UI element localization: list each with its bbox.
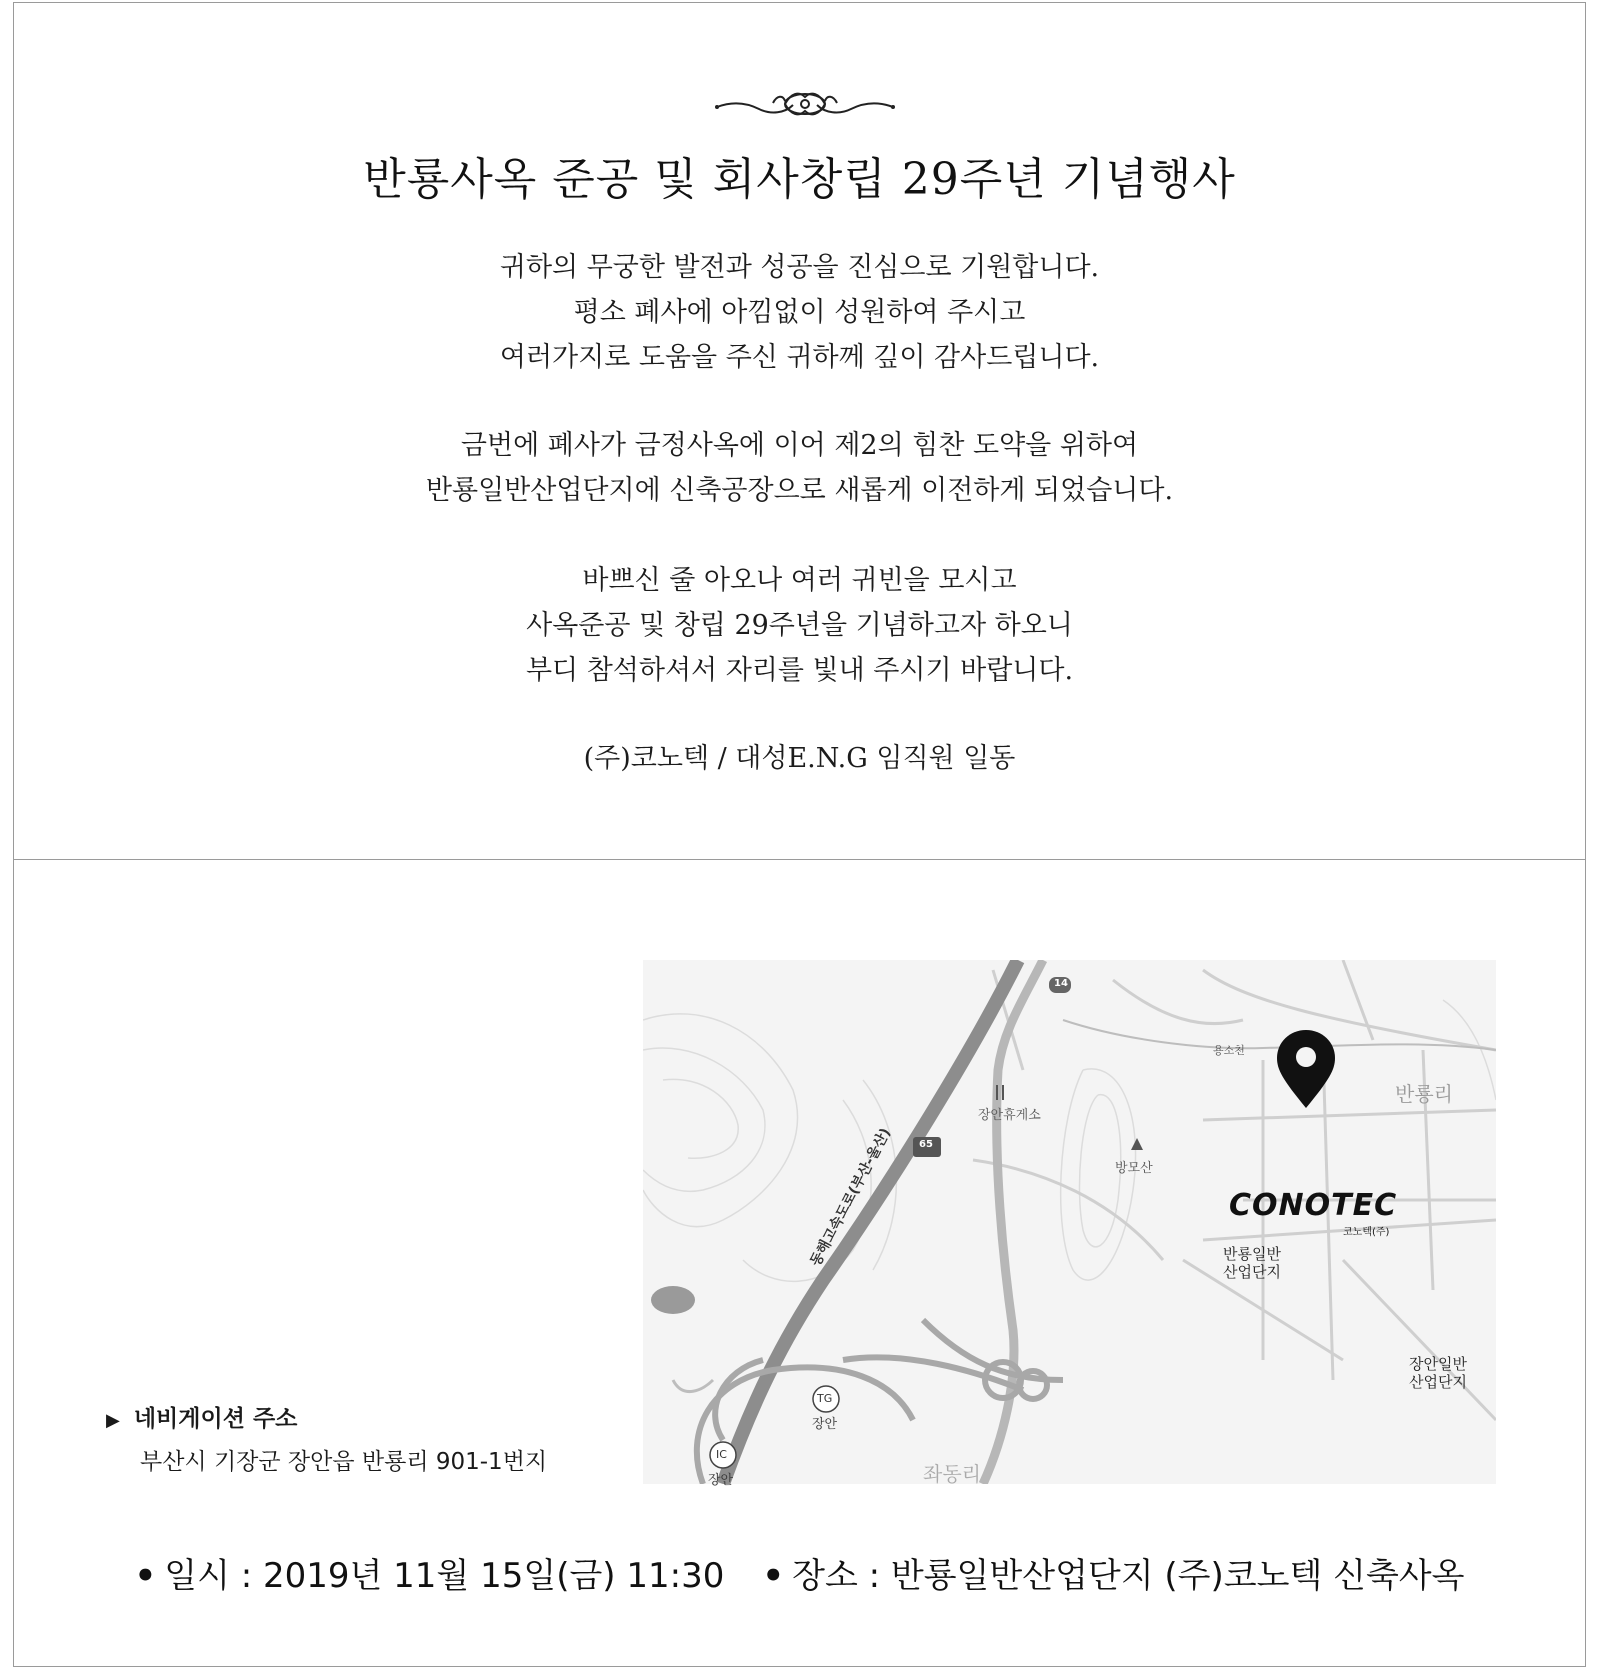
expressway-road xyxy=(723,960,1018,1484)
rest-area-label: 장안휴게소 xyxy=(978,1108,1041,1123)
greeting-line: 여러가지로 도움을 주신 귀하께 깊이 감사드립니다. xyxy=(499,342,1100,373)
ic-name-label: 장안 xyxy=(708,1473,734,1488)
invitation-line: 사옥준공 및 창립 29주년을 기념하고자 하오니 xyxy=(526,610,1073,641)
relocation-line: 금번에 폐사가 금정사옥에 이어 제2의 힘찬 도약을 위하여 xyxy=(460,430,1139,461)
ic-label: IC xyxy=(716,1448,727,1461)
navigation-info xyxy=(106,1400,547,1476)
signature: (주)코노텍 / 대성E.N.G 임직원 일동 xyxy=(583,743,1016,774)
invitation-line: 부디 참석하셔서 자리를 빛내 주시기 바랍니다. xyxy=(525,655,1074,686)
location-card xyxy=(13,859,1586,1667)
event-info xyxy=(14,1548,1585,1597)
conotec-logo: CONOTEC xyxy=(1229,1188,1398,1223)
event-date: 일시 : 2019년 11월 15일(금) 11:30 xyxy=(164,1556,725,1596)
tg-name-label: 장안 xyxy=(812,1417,838,1432)
greeting-line: 평소 폐사에 아낌없이 성원하여 주시고 xyxy=(573,297,1026,328)
industrial-complex-label-3: 장안일반 xyxy=(1409,1355,1467,1373)
expressway-label: 동해고속도로(부산-울산) xyxy=(807,1125,895,1269)
mountain-label: 방모산 xyxy=(1115,1161,1153,1176)
location-map xyxy=(643,960,1496,1488)
tg-label: TG xyxy=(817,1392,833,1405)
relocation-paragraph xyxy=(14,423,1585,513)
invitation-line: 바쁘신 줄 아오나 여러 귀빈을 모시고 xyxy=(582,565,1017,596)
bullet-icon: • xyxy=(762,1556,785,1596)
jwadong-label: 좌동리 xyxy=(923,1462,981,1486)
stream-label: 용소천 xyxy=(1213,1044,1245,1057)
industrial-complex-label-4: 산업단지 xyxy=(1409,1373,1467,1391)
route-14-label: 14 xyxy=(1054,978,1068,989)
triangle-bullet-icon: ▶ xyxy=(106,1410,120,1431)
flourish-ornament-icon xyxy=(713,83,897,125)
greeting-line: 귀하의 무궁한 발전과 성공을 진심으로 기원합니다. xyxy=(499,252,1100,283)
route-65-label: 65 xyxy=(919,1139,933,1150)
industrial-complex-label-1: 반룡일반 xyxy=(1223,1245,1281,1263)
bullet-icon: • xyxy=(134,1556,157,1596)
invitation-paragraph xyxy=(14,558,1585,693)
navigation-address: 부산시 기장군 장안읍 반룡리 901-1번지 xyxy=(140,1449,548,1475)
greeting-paragraph xyxy=(14,245,1585,380)
terrain-contours xyxy=(643,1000,1496,1281)
conotec-logo-sub: 코노텍(주) xyxy=(1343,1227,1390,1238)
industrial-complex-label-2: 산업단지 xyxy=(1223,1263,1281,1281)
invitation-card xyxy=(13,2,1586,860)
invitation-title: 반룡사옥 준공 및 회사창립 29주년 기념행사 xyxy=(363,154,1236,205)
location-pin-icon xyxy=(1277,1030,1335,1108)
mountain-icon xyxy=(1131,1138,1143,1150)
navigation-title: 네비게이션 주소 xyxy=(133,1406,298,1432)
stream-line xyxy=(1063,1020,1496,1050)
banryong-ri-label: 반룡리 xyxy=(1395,1082,1453,1106)
relocation-line: 반룡일반산업단지에 신축공장으로 새롭게 이전하게 되었습니다. xyxy=(425,475,1174,506)
event-place: 장소 : 반룡일반산업단지 (주)코노텍 신축사옥 xyxy=(792,1556,1465,1596)
